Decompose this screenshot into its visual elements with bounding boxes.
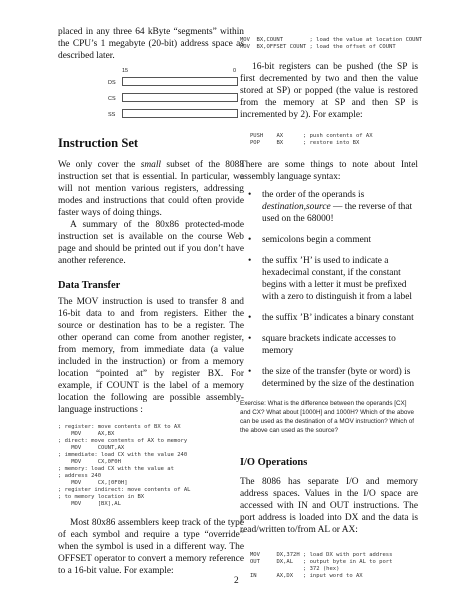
bullet-icon: • [248,190,252,200]
code-block-push-pop: PUSH AX ; push contents of AX POP BX ; restore into BX [250,133,373,146]
code-block-offset: MOV BX,COUNT ; load the value at location COUNT MOV BX,OFFSET COUNT ; load the offset of COUNT [240,37,423,50]
list-item: • the order of the operands is destination,source — the reverse of that used on the 68000! [248,190,413,224]
right-column [240,37,423,580]
register-row-ds [108,77,238,89]
register-box [122,109,238,118]
bullet-icon: • [248,256,252,266]
register-name: DS [108,80,116,86]
list-item: • semicolons begin a comment [248,235,372,245]
list-item: • the suffix ’H’ is used to indicate a hexadecimal constant, if the constant begins with a letter it must be prefixed with a zero to distinguish it from a label [248,256,412,302]
subsection-title-data-transfer: Data Transfer [58,280,121,291]
paragraph-offset: Most 80x86 assemblers keep track of the type of each symbol and require a type “override” when the symbol is used in a different way. The OFFSET operator to convert a memory reference to a 16-bit value. For example: [58,518,244,576]
code-block-mov-examples: ; register: move contents of BX to AX MOV AX,BX ; direct: move contents of AX to memory MOV COUNT,AX ; immediate: load CX with the value 240 MOV CX,0F0H ; memory: load CX with the value at ; address 240 MOV CX,[0F0H] ; register indirect: move contents of AL ; to memory location in BX MOV [BX],AL [58,424,191,507]
exercise-text: Exercise: What is the difference between the operands [CX] and CX? What about [1000H] and 1000H? Which of the above can be used as the destination of a MOV instruction? Which of the above can used as the source? [240,400,414,434]
register-row-cs [108,93,238,105]
paragraph-subset: We only cover the small subset of the 8088 instruction set that is essential. In particular, we will not mention various registers, addressing modes and instructions that could often provide faster ways of doing things. [58,160,245,218]
register-row-ss [108,109,238,121]
left-column [58,26,244,577]
list-item: • the suffix ’B’ indicates a binary constant [248,313,414,323]
register-box [122,77,238,86]
segment-register-figure [108,68,238,120]
intro-paragraph: placed in any three 64 kByte “segments” within the CPU’s 1 megabyte (20-bit) address space as described later. [58,27,244,61]
list-item: • square brackets indicate accesses to memory [248,334,396,356]
subsection-title-io-operations: I/O Operations [240,457,308,468]
code-block-io: MOV DX,372H ; load DX with port address OUT DX,AL ; output byte in AL to port ; 372 (hex) IN AX,DX ; input word to AX [250,552,393,579]
bullet-icon: • [248,367,252,377]
bullet-icon: • [248,334,252,344]
register-name: SS [108,112,116,118]
list-item: • the size of the transfer (byte or word) is determined by the size of the destination [248,367,415,389]
paragraph-mov: The MOV instruction is used to transfer 8 and 16-bit data to and from registers. Either the source or destination has to be a register. The other operand can come from another register, from memory, from immediate data (a value included in the instruction) or from a memory location “pointed at” by register BX. For example, if COUNT is the label of a memory location the following are possible assembly-language instructions : [58,297,244,415]
bullet-icon: • [248,313,252,323]
paragraph-summary: A summary of the 80x86 protected-mode instruction set is available on the course Web page and should be printed out if you don’t have another reference. [58,220,244,266]
register-box [122,93,238,102]
paragraph-io: The 8086 has separate I/O and memory address spaces. Values in the I/O space are accessed with IN and OUT instructions. The port address is loaded into DX and the data is read/written to/from AL or AX: [240,477,418,535]
bullet-icon: • [248,235,252,245]
paragraph-syntax-notes: There are some things to note about Intel assembly language syntax: [240,160,418,182]
paragraph-push-pop: 16-bit registers can be pushed (the SP is first decremented by two and then the value stored at SP) or popped (the value is restored from the memory at SP and then SP is incremented by 2). For example: [240,62,418,120]
bit-low-label: 0 [233,68,237,74]
syntax-notes-list [240,189,418,390]
page-number: 2 [234,576,239,586]
section-title-instruction-set: Instruction Set [58,136,139,150]
register-name: CS [108,96,116,102]
bit-high-label: 15 [122,68,129,74]
